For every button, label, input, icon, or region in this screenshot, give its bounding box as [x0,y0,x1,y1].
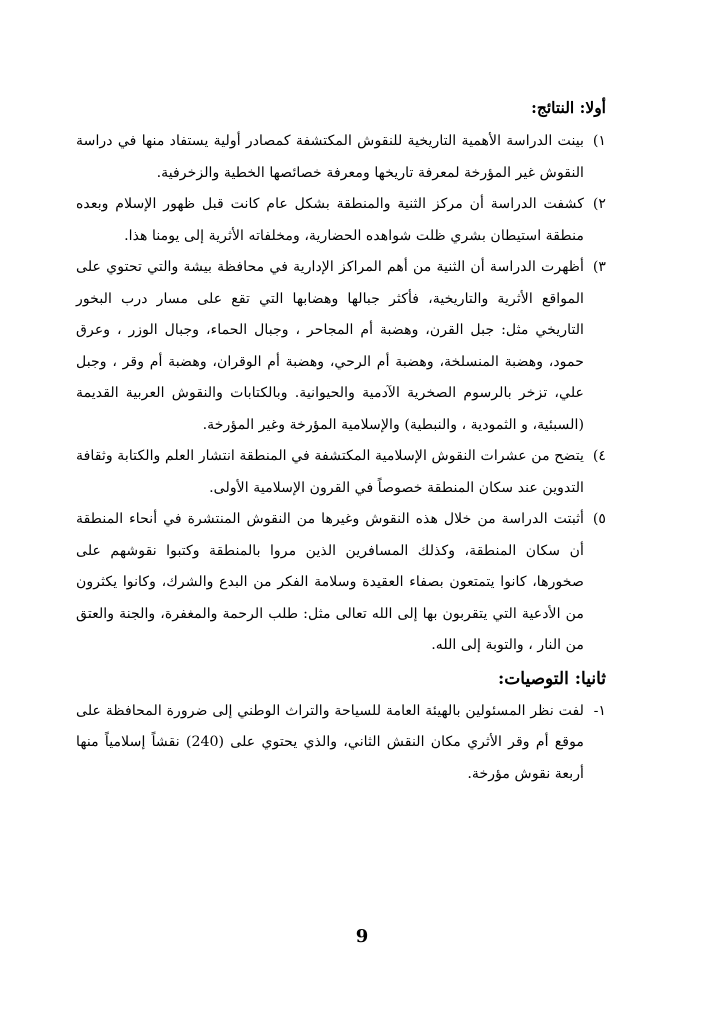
recommendations-heading: ثانيا: التوصيات: [498,668,606,689]
result-item-5 [76,504,606,662]
result-item-1 [76,126,606,189]
recommendation-item-1 [76,696,606,791]
result-number: ٤) [592,448,606,464]
result-number: ٢) [592,196,606,212]
result-item-3 [76,252,606,441]
result-number: ٣) [592,259,606,275]
page-number: 9 [355,926,369,947]
result-item-2 [76,189,606,252]
result-text: يتضح من عشرات النقوش الإسلامية المكتشفة في المنطقة انتشار العلم والكتابة وثقافة التدوين عند سكان المنطقة خصوصاً في القرون الإسلامية الأولى. [76,448,584,496]
result-item-4 [76,441,606,504]
result-text: كشفت الدراسة أن مركز الثنية والمنطقة بشكل عام كانت قبل ظهور الإسلام وبعده منطقة استيطان بشري ظلت شواهده الحضارية، ومخلفاته الأثرية إلى يومنا هذا. [76,196,584,244]
result-text: بينت الدراسة الأهمية التاريخية للنقوش المكتشفة كمصادر أولية يستفاد منها في دراسة النقوش غير المؤرخة لمعرفة تاريخها ومعرفة خصائصها الخطية والزخرفية. [76,133,584,181]
result-number: ٥) [592,511,606,527]
recommendation-text: لفت نظر المسئولين بالهيئة العامة للسياحة والتراث الوطني إلى ضرورة المحافظة على موقع أم وقر الأثري مكان النقش الثاني، والذي يحتوي على (240) نقشاً إسلامياً منها أربعة نقوش مؤرخة. [76,702,584,782]
result-number: ١) [592,133,606,149]
result-text: أثبتت الدراسة من خلال هذه النقوش وغيرها من النقوش المنتشرة في أنحاء المنطقة أن سكان المنطقة، وكذلك المسافرين الذين مروا بالمنطقة وكتبوا نقوشهم على صخورها، كانوا يتمتعون بصفاء العقيدة وسلامة الفكر من البدع والشرك، وكانوا يكثرون من الأدعية التي يتقربون بها إلى الله تعالى مثل: طلب الرحمة والمغفرة، والجنة والعتق من النار ، والتوبة إلى الله. [76,511,584,653]
page-body [76,90,606,790]
recommendation-number: ١- [593,702,606,719]
results-heading: أولا: النتائج: [531,98,606,117]
result-text: أظهرت الدراسة أن الثنية من أهم المراكز الإدارية في محافظة بيشة والتي تحتوي على المواقع الأثرية والتاريخية، فأكثر جبالها وهضابها التي تقع على مسار درب البخور التاريخي مثل: جبل القرن، وهضبة أم المجاحر ، وجبال الحماء، وجبال الوزر ، وعرق حمود، وهضبة المنسلخة، وهضبة أم الرحي، وهضبة أم الوقران، وهضبة أم وقر ، وجبل علي، تزخر بالرسوم الصخرية الآدمية والحيوانية. وبالكتابات والنقوش العربية القديمة (السبئية، و الثمودية ، والنبطية) والإسلامية المؤرخة وغير المؤرخة. [76,259,584,433]
